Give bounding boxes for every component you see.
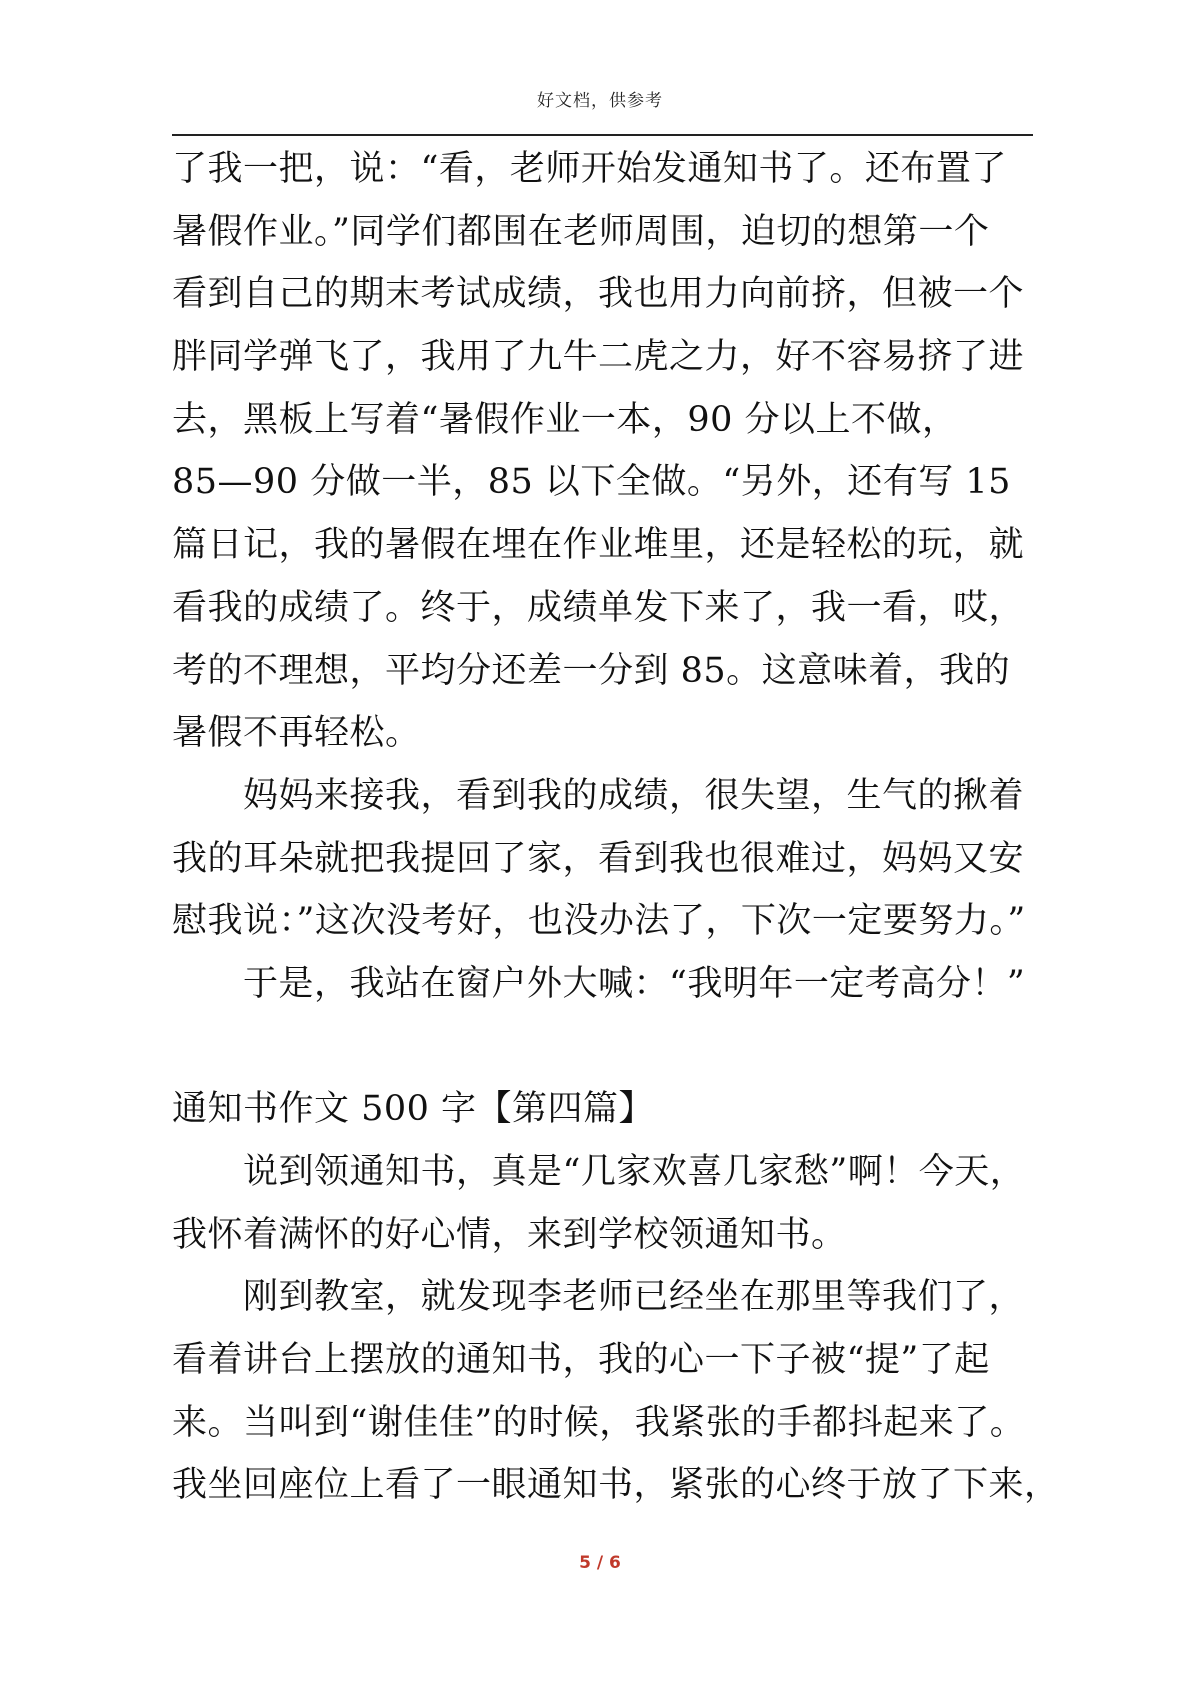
body-line: 考的不理想，平均分还差一分到 85。这意味着，我的 [172,650,1011,691]
body-line: 看着讲台上摆放的通知书，我的心一下子被“提”了起 [172,1340,990,1381]
body-line: 妈妈来接我，看到我的成绩，很失望，生气的揪着 [172,775,1025,816]
body-line: 说到领通知书，真是“几家欢喜几家愁”啊！今天， [172,1152,1026,1192]
body-line: 于是，我站在窗户外大喊：“我明年一定考高分！” [172,963,1026,1004]
body-line: 去，黑板上写着“暑假作业一本，90 分以上不做， [172,399,958,440]
body-line: 看到自己的期末考试成绩，我也用力向前挤，但被一个 [172,274,1025,315]
page-header: 好文档，供参考 [537,91,663,111]
document-body [172,138,1062,1517]
header-divider [172,134,1033,136]
body-line: 我怀着满怀的好心情，来到学校领通知书。 [172,1214,847,1255]
body-line: 看我的成绩了。终于，成绩单发下来了，我一看，哎， [172,587,1025,628]
section-title: 通知书作文 500 字【第四篇】 [172,1089,655,1130]
body-line: 篇日记，我的暑假在埋在作业堆里，还是轻松的玩，就 [172,525,1025,566]
body-line: 胖同学弹飞了，我用了九牛二虎之力，好不容易挤了进 [172,337,1025,378]
body-line: 刚到教室，就发现李老师已经坐在那里等我们了， [172,1277,1025,1318]
body-line: 来。当叫到“谢佳佳”的时候，我紧张的手都抖起来了。 [172,1402,1026,1443]
body-line: 暑假作业。”同学们都围在老师周围，迫切的想第一个 [172,211,990,252]
body-line: 慰我说：”这次没考好，也没办法了，下次一定要努力。” [172,901,1026,942]
body-line: 85—90 分做一半，85 以下全做。“另外，还有写 15 [172,462,1011,503]
paragraph-gap [172,1016,1062,1079]
body-line: 我的耳朵就把我提回了家，看到我也很难过，妈妈又安 [172,838,1025,879]
body-line: 我坐回座位上看了一眼通知书，紧张的心终于放了下来， [172,1465,1060,1506]
page-number: 5 / 6 [579,1553,621,1573]
body-line: 了我一把，说：“看，老师开始发通知书了。还布置了 [172,149,1007,189]
body-line: 暑假不再轻松。 [172,713,421,754]
